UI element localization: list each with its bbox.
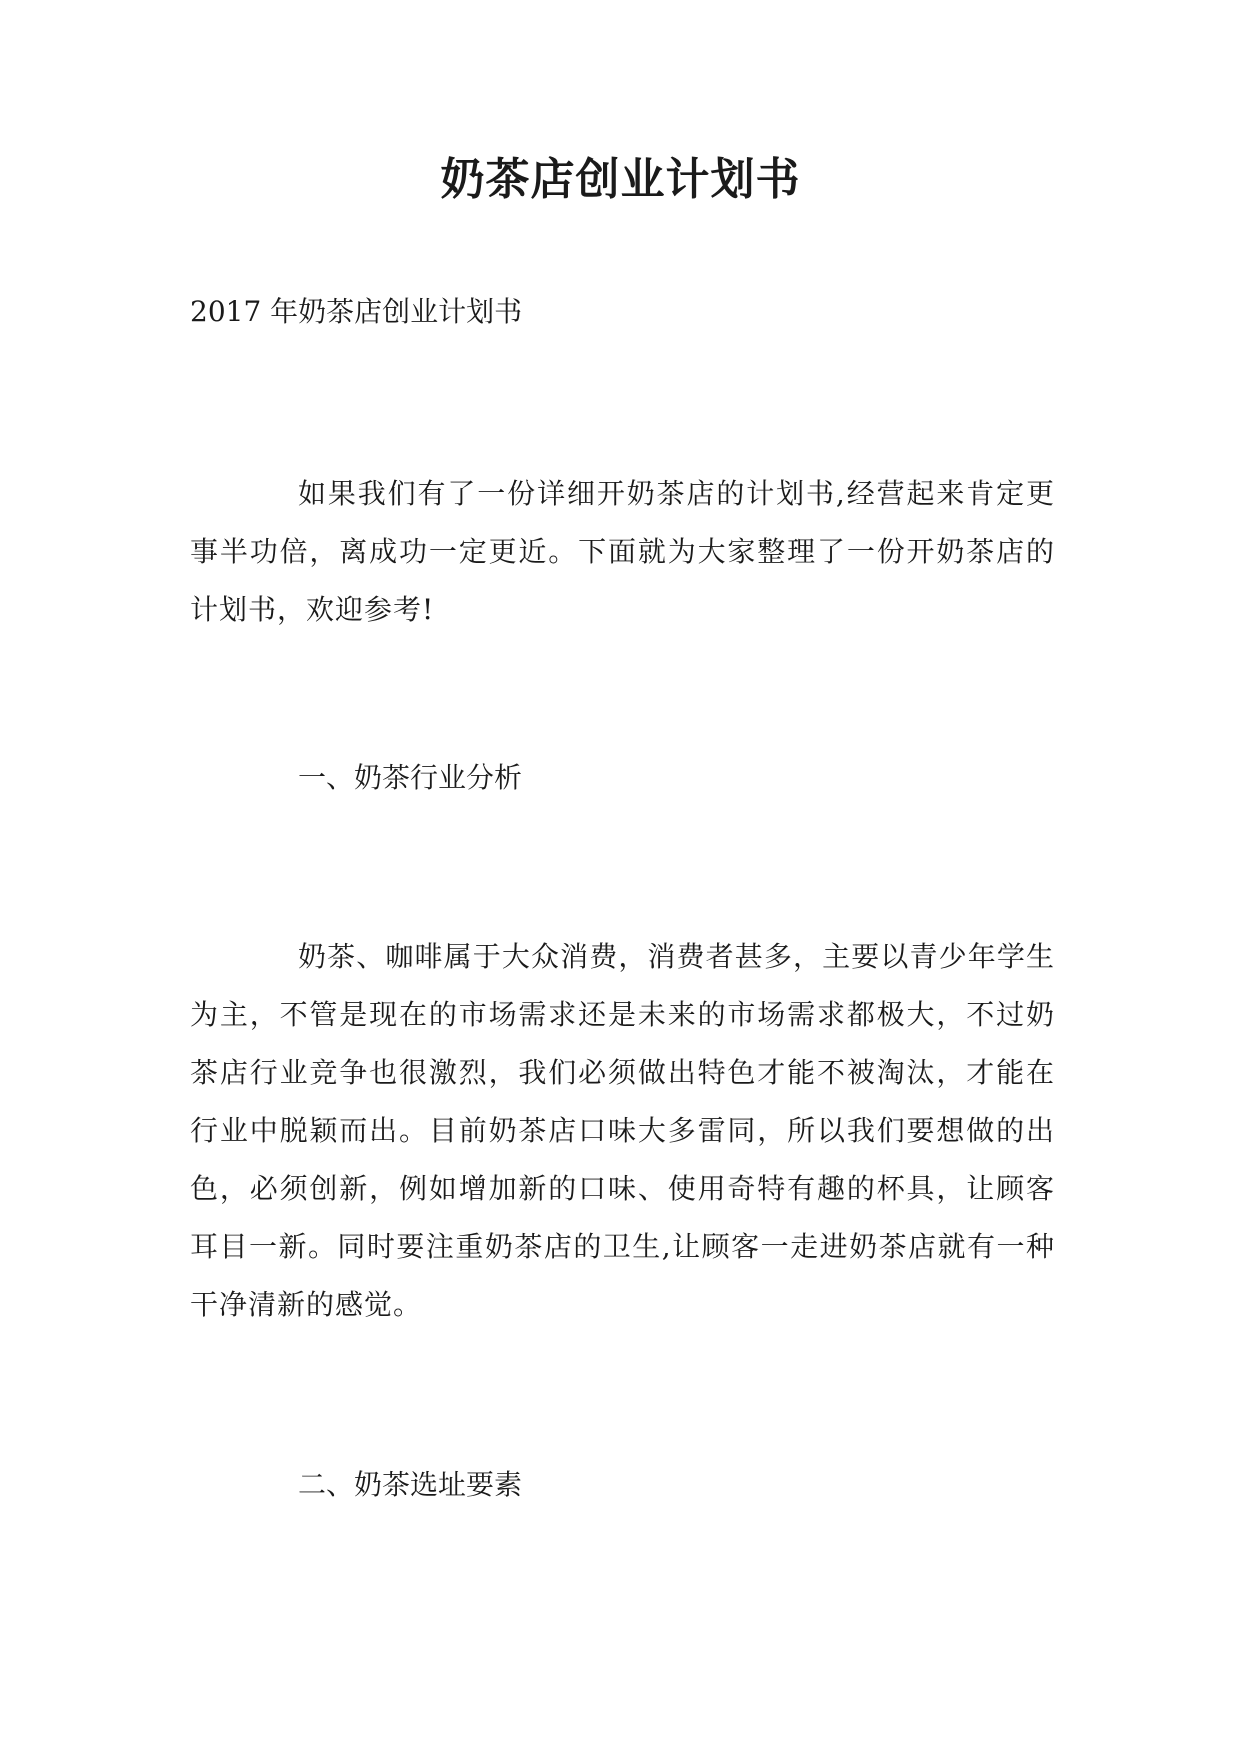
section-heading-site-selection: 二、奶茶选址要素 [298,1468,523,1501]
intro-paragraph: 如果我们有了一份详细开奶茶店的计划书,经营起来肯定更事半功倍，离成功一定更近。下面就为大家整理了一份开奶茶店的计划书，欢迎参考! [190,477,1055,626]
industry-analysis-paragraph: 奶茶、咖啡属于大众消费，消费者甚多，主要以青少年学生为主，不管是现在的市场需求还是未来的市场需求都极大，不过奶茶店行业竞争也很激烈，我们必须做出特色才能不被淘汰，才能在行业中脱颖而出。目前奶茶店口味大多雷同，所以我们要想做的出色，必须创新，例如增加新的口味、使用奇特有趣的杯具，让顾客耳目一新。同时要注重奶茶店的卫生,让顾客一走进奶茶店就有一种干净清新的感觉。 [190,940,1055,1321]
document-subtitle: 2017 年奶茶店创业计划书 [190,295,523,328]
document-title: 奶茶店创业计划书 [440,154,801,205]
section-heading-industry-analysis: 一、奶茶行业分析 [298,761,523,794]
